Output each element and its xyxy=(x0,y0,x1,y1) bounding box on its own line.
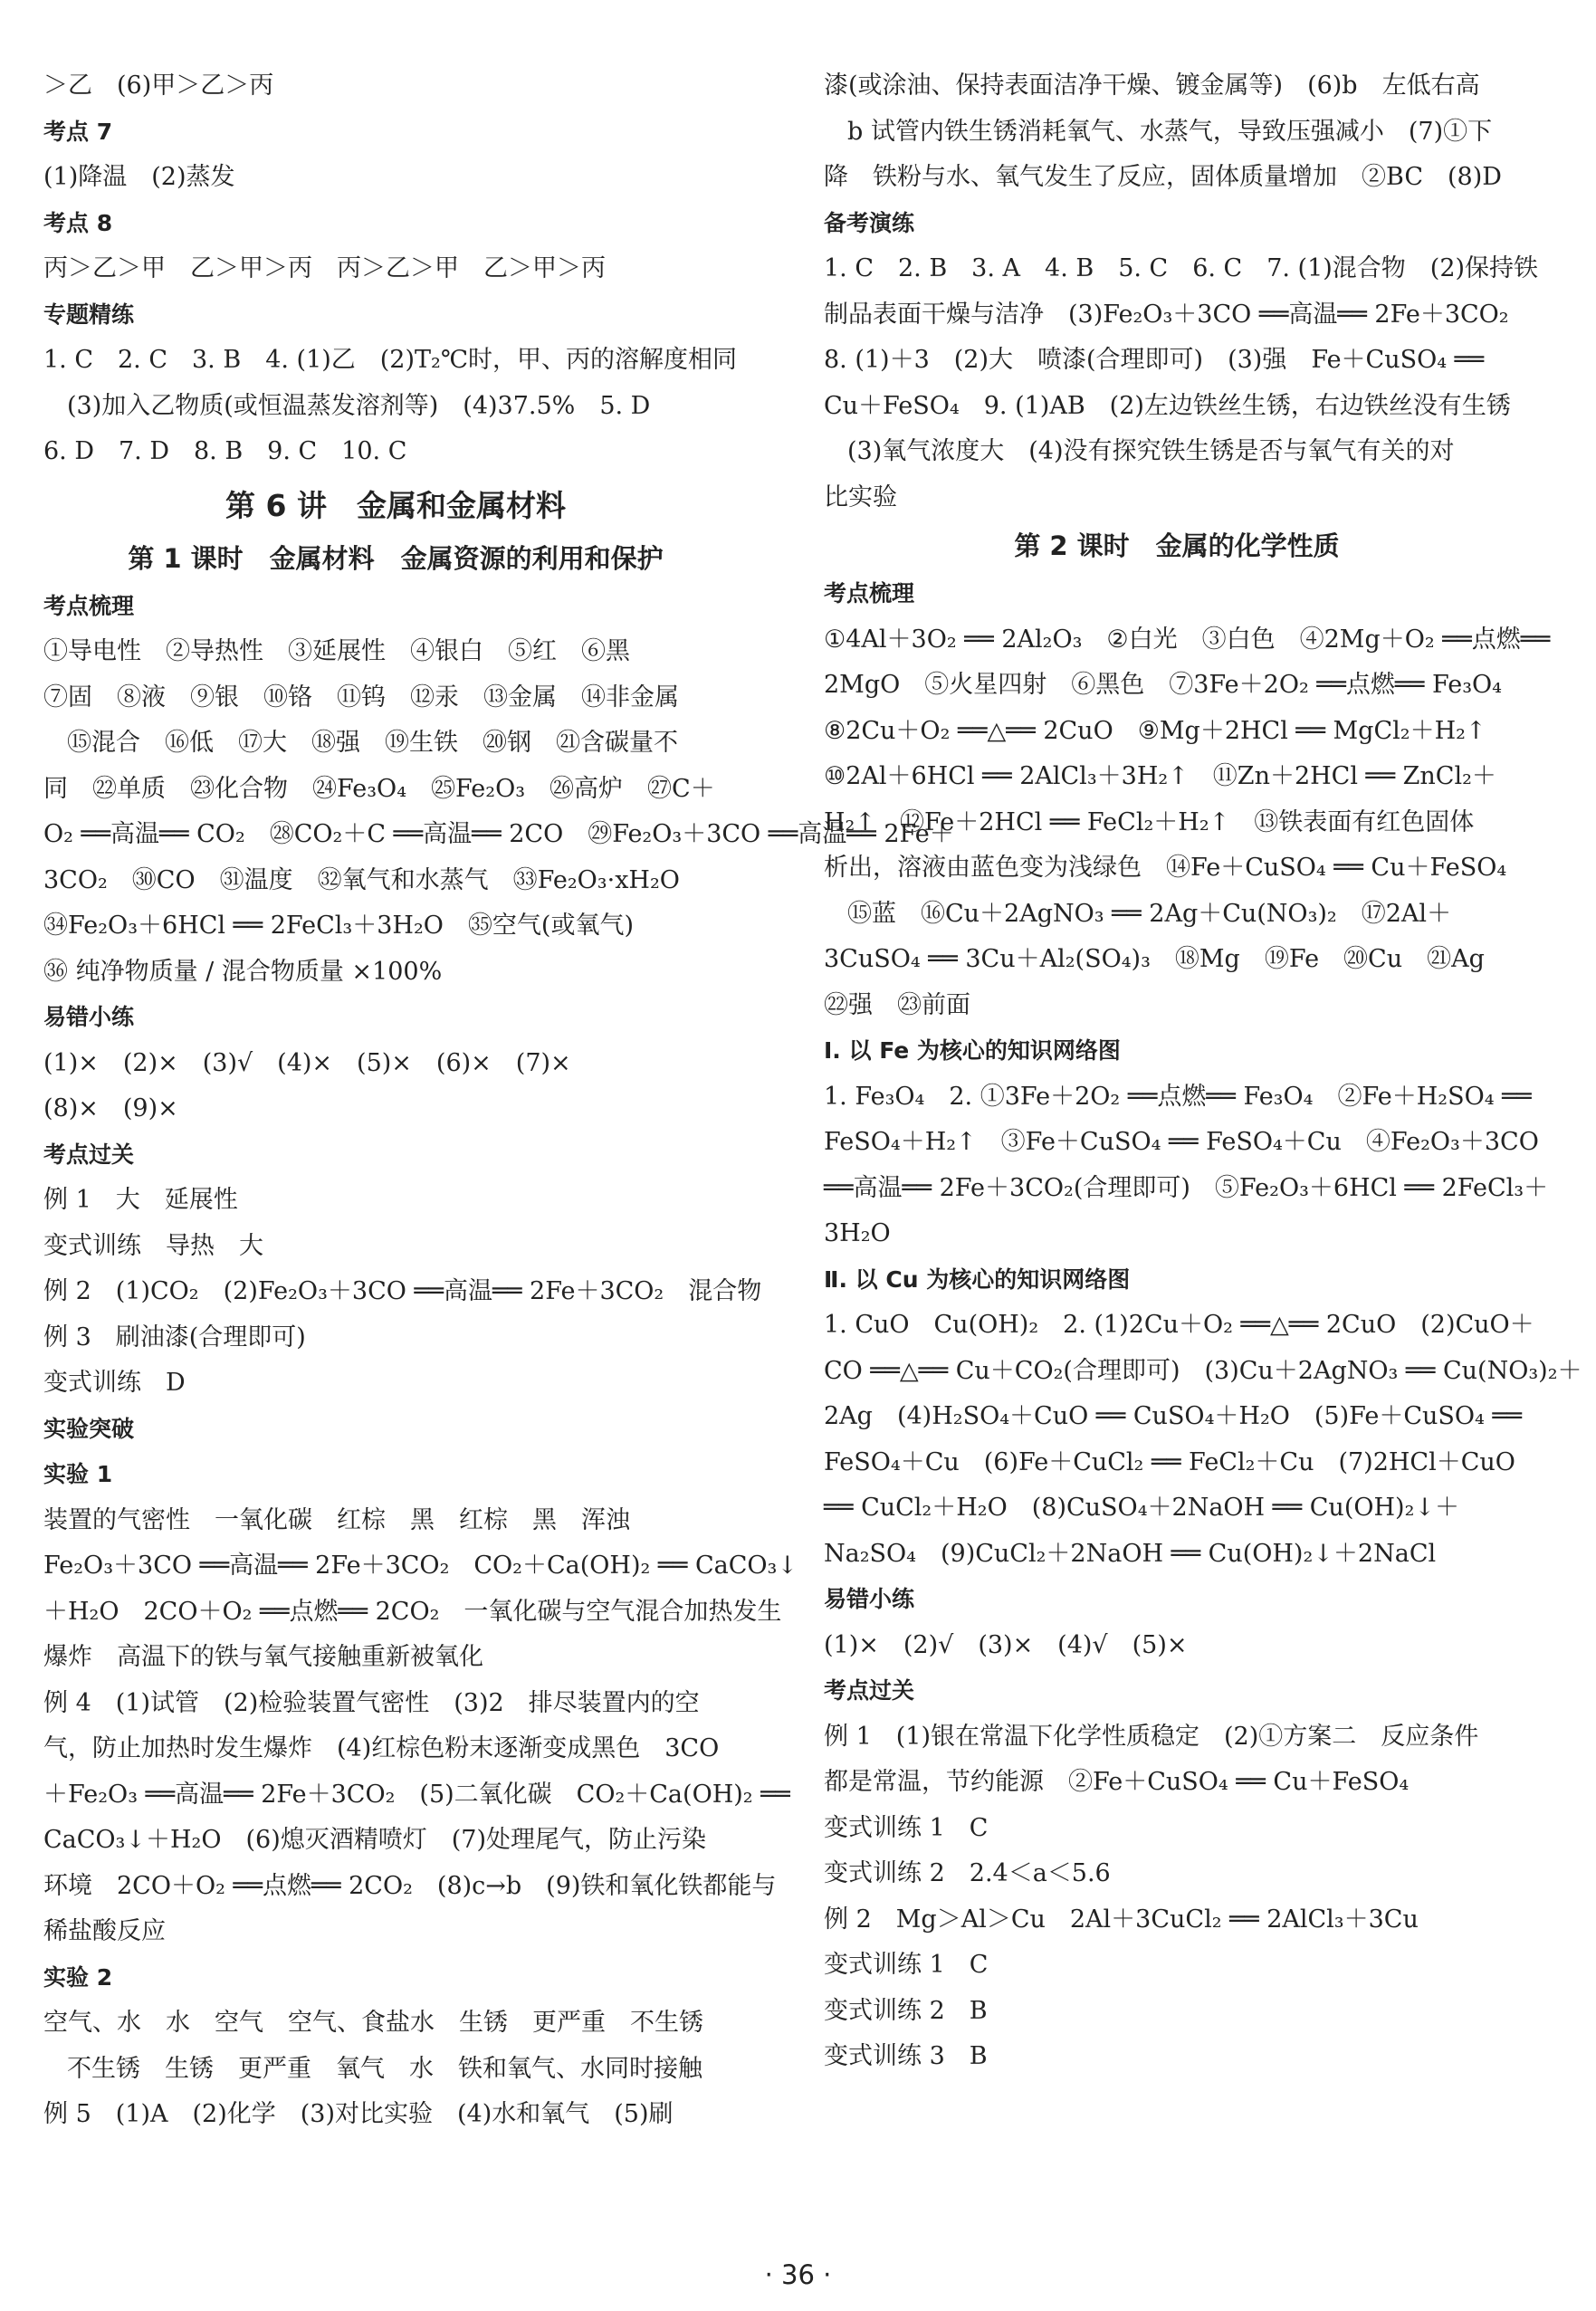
text-line: (1)× (2)× (3)√ (4)× (5)× (6)× (7)× xyxy=(43,1048,571,1077)
text-line: 变式训练 2 2.4＜a＜5.6 xyxy=(824,1859,1111,1887)
section-heading: 考点过关 xyxy=(824,1677,915,1704)
text-line: ㊱ 纯净物质量 / 混合物质量 ×100% xyxy=(43,957,443,986)
text-line: 例 2 (1)CO₂ (2)Fe₂O₃＋3CO ══高温══ 2Fe＋3CO₂ 混合物 xyxy=(43,1277,762,1305)
right-column xyxy=(824,63,1582,2080)
section-heading: 考点过关 xyxy=(43,1141,135,1168)
text-line: 变式训练 3 B xyxy=(824,2042,988,2070)
text-line: 例 5 (1)A (2)化学 (3)对比实验 (4)水和氧气 (5)刷 xyxy=(43,2100,674,2128)
text-line: FeSO₄＋Cu (6)Fe＋CuCl₂ ══ FeCl₂＋Cu (7)2HCl＋CuO xyxy=(824,1447,1515,1476)
text-line: 环境 2CO＋O₂ ══点燃══ 2CO₂ (8)c→b (9)铁和氧化铁都能与 xyxy=(43,1871,777,1900)
section-heading: 实验 2 xyxy=(43,1963,113,1991)
text-line: 例 2 Mg＞Al＞Cu 2Al＋3CuCl₂ ══ 2AlCl₃＋3Cu xyxy=(824,1905,1419,1934)
section-heading: 考点 8 xyxy=(43,209,113,236)
section-heading: 备考演练 xyxy=(824,209,915,236)
text-line: 变式训练 2 B xyxy=(824,1996,988,2025)
text-line: 降 铁粉与水、氧气发生了反应，固体质量增加 ②BC (8)D xyxy=(824,163,1502,191)
text-line: 变式训练 D xyxy=(43,1369,186,1397)
text-line: 1. CuO Cu(OH)₂ 2. (1)2Cu＋O₂ ══△══ 2CuO (2)CuO＋ xyxy=(824,1311,1534,1339)
text-line: ⑮混合 ⑯低 ⑰大 ⑱强 ⑲生铁 ⑳钢 ㉑含碳量不 xyxy=(67,729,678,757)
text-line: (8)× (9)× xyxy=(43,1094,178,1122)
text-line: ⑮蓝 ⑯Cu＋2AgNO₃ ══ 2Ag＋Cu(NO₃)₂ ⑰2Al＋ xyxy=(847,899,1452,928)
section-heading: 考点梳理 xyxy=(43,592,135,619)
text-line: 气，防止加热时发生爆炸 (4)红棕色粉末逐渐变成黑色 3CO xyxy=(43,1734,720,1762)
text-line: ①4Al＋3O₂ ══ 2Al₂O₃ ②白光 ③白色 ④2Mg＋O₂ ══点燃══ xyxy=(824,625,1551,654)
lesson-title: 第 1 课时 金属材料 金属资源的利用和保护 xyxy=(128,542,664,574)
text-line: FeSO₄＋H₂↑ ③Fe＋CuSO₄ ══ FeSO₄＋Cu ④Fe₂O₃＋3CO xyxy=(824,1128,1539,1156)
text-line: 2Ag (4)H₂SO₄＋CuO ══ CuSO₄＋H₂O (5)Fe＋CuSO₄ ══ xyxy=(824,1402,1522,1430)
text-line: 漆(或涂油、保持表面洁净干燥、镀金属等) (6)b 左低右高 xyxy=(824,72,1480,100)
text-line: 变式训练 1 C xyxy=(824,1951,989,1979)
text-line: b 试管内铁生锈消耗氧气、水蒸气，导致压强减小 (7)①下 xyxy=(847,117,1493,146)
text-line: 2MgO ⑤火星四射 ⑥黑色 ⑦3Fe＋2O₂ ══点燃══ Fe₃O₄ xyxy=(824,671,1502,699)
lesson-title: 第 2 课时 金属的化学性质 xyxy=(1014,530,1340,561)
section-heading: Ⅱ. 以 Cu 为核心的知识网络图 xyxy=(824,1265,1131,1293)
text-line: ㉒强 ㉓前面 xyxy=(824,990,970,1019)
section-heading: 易错小练 xyxy=(824,1586,915,1612)
text-line: ══ CuCl₂＋H₂O (8)CuSO₄＋2NaOH ══ Cu(OH)₂↓＋ xyxy=(824,1494,1460,1522)
text-line: 空气、水 水 空气 空气、食盐水 生锈 更严重 不生锈 xyxy=(43,2009,703,2037)
section-heading: 考点 7 xyxy=(43,118,113,145)
text-line: (1)× (2)√ (3)× (4)√ (5)× xyxy=(824,1630,1188,1659)
text-line: ①导电性 ②导热性 ③延展性 ④银白 ⑤红 ⑥黑 xyxy=(43,637,630,665)
text-line: 例 4 (1)试管 (2)检验装置气密性 (3)2 排尽装置内的空 xyxy=(43,1688,700,1717)
text-line: ══高温══ 2Fe＋3CO₂(合理即可) ⑤Fe₂O₃＋6HCl ══ 2FeCl₃＋ xyxy=(824,1173,1549,1202)
text-line: O₂ ══高温══ CO₂ ㉘CO₂＋C ══高温══ 2CO ㉙Fe₂O₃＋3CO ══高温══ 2Fe＋ xyxy=(43,820,954,848)
text-line: 例 3 刷油漆(合理即可) xyxy=(43,1323,306,1351)
text-line: H₂↑ ⑫Fe＋2HCl ══ FeCl₂＋H₂↑ ⑬铁表面有红色固体 xyxy=(824,807,1475,836)
section-heading: Ⅰ. 以 Fe 为核心的知识网络图 xyxy=(824,1037,1121,1064)
text-line: 1. C 2. B 3. A 4. B 5. C 6. C 7. (1)混合物 (2)保持铁 xyxy=(824,254,1539,282)
section-heading: 实验突破 xyxy=(43,1415,135,1442)
text-line: 3CO₂ ㉚CO ㉛温度 ㉜氧气和水蒸气 ㉝Fe₂O₃·xH₂O xyxy=(43,865,680,894)
text-line: (3)加入乙物质(或恒温蒸发溶剂等) (4)37.5% 5. D xyxy=(67,391,651,420)
text-line: CO ══△══ Cu＋CO₂(合理即可) (3)Cu＋2AgNO₃ ══ Cu(NO₃)₂＋ xyxy=(824,1356,1582,1385)
text-line: ⑩2Al＋6HCl ══ 2AlCl₃＋3H₂↑ ⑪Zn＋2HCl ══ ZnCl₂＋ xyxy=(824,762,1496,790)
text-line: 都是常温，节约能源 ②Fe＋CuSO₄ ══ Cu＋FeSO₄ xyxy=(824,1768,1410,1796)
text-line: CaCO₃↓＋H₂O (6)熄灭酒精喷灯 (7)处理尾气，防止污染 xyxy=(43,1826,706,1854)
text-line: 爆炸 高温下的铁与氧气接触重新被氧化 xyxy=(43,1643,483,1671)
text-line: 变式训练 1 C xyxy=(824,1813,989,1842)
text-line: Fe₂O₃＋3CO ══高温══ 2Fe＋3CO₂ CO₂＋Ca(OH)₂ ══ CaCO₃↓ xyxy=(43,1552,798,1580)
text-line: ⑦固 ⑧液 ⑨银 ⑩铬 ⑪钨 ⑫汞 ⑬金属 ⑭非金属 xyxy=(43,683,679,711)
text-line: ＋H₂O 2CO＋O₂ ══点燃══ 2CO₂ 一氧化碳与空气混合加热发生 xyxy=(43,1597,782,1626)
text-line: 丙＞乙＞甲 乙＞甲＞丙 丙＞乙＞甲 乙＞甲＞丙 xyxy=(43,254,606,282)
section-heading: 考点梳理 xyxy=(824,580,915,606)
text-line: Cu＋FeSO₄ 9. (1)AB (2)左边铁丝生锈，右边铁丝没有生锈 xyxy=(824,391,1511,420)
text-line: 1. Fe₃O₄ 2. ①3Fe＋2O₂ ══点燃══ Fe₃O₄ ②Fe＋H₂SO₄ ══ xyxy=(824,1082,1532,1111)
text-line: 3H₂O xyxy=(824,1219,891,1247)
text-line: 稀盐酸反应 xyxy=(43,1917,166,1945)
text-line: ㉞Fe₂O₃＋6HCl ══ 2FeCl₃＋3H₂O ㉟空气(或氧气) xyxy=(43,912,634,940)
text-line: 析出，溶液由蓝色变为浅绿色 ⑭Fe＋CuSO₄ ══ Cu＋FeSO₄ xyxy=(824,854,1507,882)
text-line: 同 ㉒单质 ㉓化合物 ㉔Fe₃O₄ ㉕Fe₂O₃ ㉖高炉 ㉗C＋ xyxy=(43,774,715,803)
text-line: 装置的气密性 一氧化碳 红棕 黑 红棕 黑 浑浊 xyxy=(43,1505,630,1534)
text-line: 8. (1)＋3 (2)大 喷漆(合理即可) (3)强 Fe＋CuSO₄ ══ xyxy=(824,346,1485,374)
section-heading: 专题精练 xyxy=(43,301,135,328)
text-line: ＞乙 (6)甲＞乙＞丙 xyxy=(43,72,274,100)
text-line: 不生锈 生锈 更严重 氧气 水 铁和氧气、水同时接触 xyxy=(67,2054,702,2083)
page-number: · 36 · xyxy=(764,2259,832,2290)
section-heading: 实验 1 xyxy=(43,1461,113,1487)
text-line: 制品表面干燥与洁净 (3)Fe₂O₃＋3CO ══高温══ 2Fe＋3CO₂ xyxy=(824,300,1509,329)
text-line: 1. C 2. C 3. B 4. (1)乙 (2)T₂℃时，甲、丙的溶解度相同 xyxy=(43,346,738,374)
text-line: 变式训练 导热 大 xyxy=(43,1231,263,1260)
section-heading: 易错小练 xyxy=(43,1004,135,1030)
text-line: 例 1 (1)银在常温下化学性质稳定 (2)①方案二 反应条件 xyxy=(824,1722,1479,1751)
text-line: 例 1 大 延展性 xyxy=(43,1186,238,1214)
text-line: 3CuSO₄ ══ 3Cu＋Al₂(SO₄)₃ ⑱Mg ⑲Fe ⑳Cu ㉑Ag xyxy=(824,945,1485,973)
text-line: ⑧2Cu＋O₂ ══△══ 2CuO ⑨Mg＋2HCl ══ MgCl₂＋H₂↑ xyxy=(824,716,1486,745)
text-line: 比实验 xyxy=(824,482,897,511)
text-line: (1)降温 (2)蒸发 xyxy=(43,163,235,191)
text-line: (3)氧气浓度大 (4)没有探究铁生锈是否与氧气有关的对 xyxy=(847,437,1455,465)
chapter-title: 第 6 讲 金属和金属材料 xyxy=(225,487,566,523)
text-line: ＋Fe₂O₃ ══高温══ 2Fe＋3CO₂ (5)二氧化碳 CO₂＋Ca(OH)₂ ══ xyxy=(43,1780,790,1809)
text-line: Na₂SO₄ (9)CuCl₂＋2NaOH ══ Cu(OH)₂↓＋2NaCl xyxy=(824,1539,1437,1568)
text-line: 6. D 7. D 8. B 9. C 10. C xyxy=(43,437,407,465)
